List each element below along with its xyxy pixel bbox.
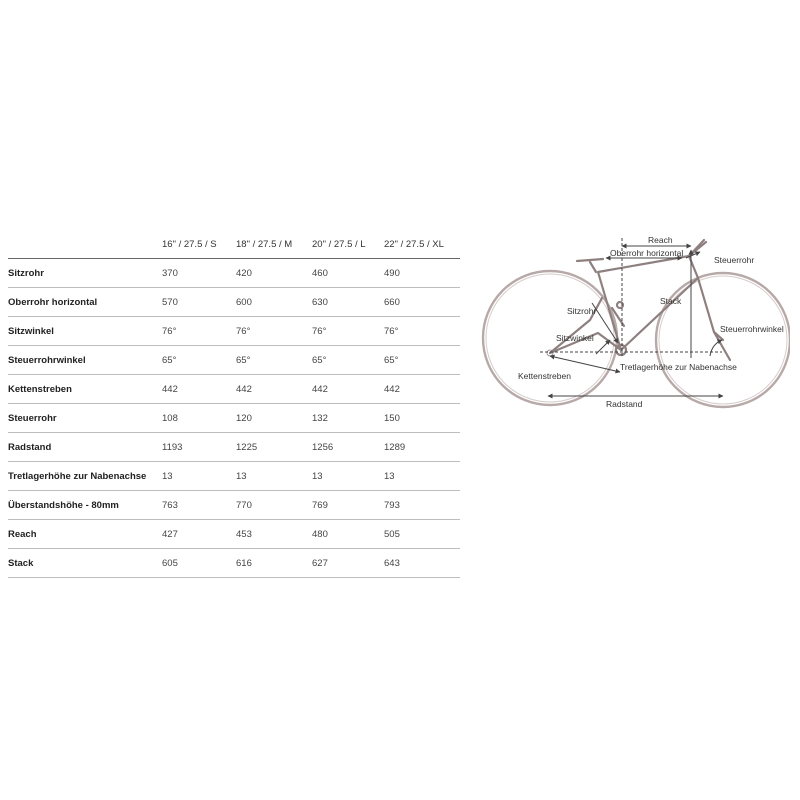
cell-m: 76°	[236, 317, 312, 346]
label-radstand: Radstand	[606, 399, 643, 409]
cell-m: 442	[236, 375, 312, 404]
cell-l: 65°	[312, 346, 384, 375]
table-header-size-m: 18" / 27.5 / M	[236, 239, 293, 250]
table-header-size-s: 16" / 27.5 / S	[162, 239, 217, 250]
cell-l: 627	[312, 549, 384, 578]
cell-s: 65°	[162, 346, 236, 375]
row-label: Radstand	[8, 433, 162, 462]
row-label: Reach	[8, 520, 162, 549]
label-reach: Reach	[648, 235, 673, 245]
cell-m: 120	[236, 404, 312, 433]
table-row	[8, 462, 460, 491]
label-tretlager: Tretlagerhöhe zur Nabenachse	[620, 362, 737, 372]
cell-xl: 150	[384, 404, 460, 433]
row-label: Überstandshöhe - 80mm	[8, 491, 162, 520]
cell-l: 480	[312, 520, 384, 549]
cell-xl: 442	[384, 375, 460, 404]
table-row	[8, 404, 460, 433]
table-row	[8, 491, 460, 520]
label-steuerrohrwinkel: Steuerrohrwinkel	[720, 324, 784, 334]
cell-m: 65°	[236, 346, 312, 375]
table-row	[8, 288, 460, 317]
geometry-table	[8, 231, 460, 578]
cell-s: 427	[162, 520, 236, 549]
cell-l: 13	[312, 462, 384, 491]
row-label: Oberrohr horizontal	[8, 288, 162, 317]
table-row	[8, 317, 460, 346]
cell-xl: 793	[384, 491, 460, 520]
cell-m: 616	[236, 549, 312, 578]
label-stack: Stack	[660, 296, 682, 306]
cell-xl: 643	[384, 549, 460, 578]
cell-xl: 505	[384, 520, 460, 549]
row-label: Stack	[8, 549, 162, 578]
cell-l: 132	[312, 404, 384, 433]
cell-s: 13	[162, 462, 236, 491]
cell-l: 442	[312, 375, 384, 404]
row-label: Tretlagerhöhe zur Nabenachse	[8, 462, 162, 491]
table-row	[8, 259, 460, 288]
cell-m: 453	[236, 520, 312, 549]
cell-s: 570	[162, 288, 236, 317]
label-sitzrohr: Sitzrohr	[567, 306, 597, 316]
cell-l: 769	[312, 491, 384, 520]
table-row	[8, 549, 460, 578]
cell-m: 420	[236, 259, 312, 288]
cell-m: 600	[236, 288, 312, 317]
label-kettenstreben: Kettenstreben	[518, 371, 571, 381]
row-label: Kettenstreben	[8, 375, 162, 404]
cell-s: 108	[162, 404, 236, 433]
row-label: Steuerrohrwinkel	[8, 346, 162, 375]
bike-geometry-diagram	[478, 228, 790, 416]
rear-wheel	[483, 271, 617, 405]
table-header-row	[8, 231, 460, 259]
cell-l: 1256	[312, 433, 384, 462]
row-label: Steuerrohr	[8, 404, 162, 433]
cell-xl: 65°	[384, 346, 460, 375]
table-row	[8, 433, 460, 462]
cell-l: 460	[312, 259, 384, 288]
cell-s: 1193	[162, 433, 236, 462]
table-header-empty	[8, 231, 162, 259]
cell-xl: 1289	[384, 433, 460, 462]
cell-xl: 490	[384, 259, 460, 288]
cell-xl: 76°	[384, 317, 460, 346]
label-sitzwinkel: Sitzwinkel	[556, 333, 594, 343]
cell-xl: 13	[384, 462, 460, 491]
cell-l: 630	[312, 288, 384, 317]
table-header-size-xl: 22" / 27.5 / XL	[384, 239, 444, 250]
row-label: Sitzwinkel	[8, 317, 162, 346]
cell-m: 1225	[236, 433, 312, 462]
table-row	[8, 520, 460, 549]
cell-s: 763	[162, 491, 236, 520]
row-label: Sitzrohr	[8, 259, 162, 288]
table-row	[8, 375, 460, 404]
label-steuerrohr: Steuerrohr	[714, 255, 755, 265]
table-row	[8, 346, 460, 375]
cell-s: 370	[162, 259, 236, 288]
cell-m: 770	[236, 491, 312, 520]
cell-s: 76°	[162, 317, 236, 346]
cell-l: 76°	[312, 317, 384, 346]
cell-s: 605	[162, 549, 236, 578]
cell-m: 13	[236, 462, 312, 491]
cell-s: 442	[162, 375, 236, 404]
cell-xl: 660	[384, 288, 460, 317]
table-header-size-l: 20" / 27.5 / L	[312, 239, 366, 250]
label-oberrohr: Oberrohr horizontal	[610, 248, 684, 258]
